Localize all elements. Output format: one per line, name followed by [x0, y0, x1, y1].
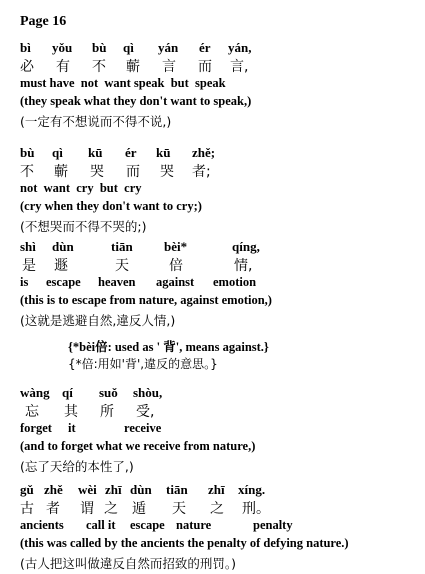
- gloss-line: [0, 518, 425, 536]
- hanzi-char: 天: [115, 258, 129, 274]
- footnote-chinese-text: {*倍:用如'背',違反的意思。}: [68, 357, 218, 371]
- english-text: (this is to escape from nature, against emotion,): [20, 293, 272, 307]
- gloss-line: [0, 275, 425, 293]
- footnote-english-text: {*bèi倍: used as ' 背', means against.}: [68, 340, 269, 354]
- hanzi-char: 天: [172, 501, 186, 517]
- hanzi-char: 忘: [25, 404, 39, 420]
- hanzi-line: [0, 58, 425, 76]
- pinyin-word: wàng: [20, 385, 50, 400]
- hanzi-char: 情,: [234, 258, 253, 274]
- hanzi-char: 不: [92, 59, 106, 75]
- hanzi-char: 是: [22, 258, 36, 274]
- chinese-text: (古人把这叫做違反自然而招致的刑罚。): [20, 556, 237, 571]
- english-translation: [0, 536, 425, 554]
- hanzi-char: 者;: [192, 164, 211, 180]
- footnote-chinese: [0, 355, 425, 373]
- hanzi-char: 遯: [54, 258, 68, 274]
- pinyin-word: yán: [158, 40, 179, 55]
- hanzi-char: 蘄: [126, 59, 140, 75]
- gloss-word: escape: [46, 275, 81, 289]
- pinyin-line: [0, 40, 425, 58]
- pinyin-word: suǒ: [99, 385, 118, 400]
- hanzi-char: 谓: [80, 501, 94, 517]
- hanzi-char: 之: [104, 501, 118, 517]
- verse-5: [0, 482, 425, 572]
- english-text: (and to forget what we receive from nature,): [20, 439, 256, 453]
- pinyin-word: yán,: [228, 40, 252, 55]
- hanzi-char: 哭: [160, 164, 174, 180]
- pinyin-word: xíng.: [238, 482, 266, 497]
- hanzi-char: 古: [20, 501, 34, 517]
- pinyin-word: ér: [125, 145, 137, 160]
- chinese-text: (忘了天给的本性了,): [20, 459, 134, 474]
- chinese-text: (不想哭而不得不哭的;): [20, 219, 147, 234]
- pinyin-word: zhě;: [192, 145, 216, 160]
- english-translation: [0, 439, 425, 457]
- gloss-word: heaven: [98, 275, 136, 289]
- footnote-english: [0, 337, 425, 355]
- pinyin-word: bù: [20, 145, 35, 160]
- gloss-word: penalty: [253, 518, 293, 532]
- pinyin-word: ér: [199, 40, 211, 55]
- hanzi-line: [0, 403, 425, 421]
- english-translation: [0, 293, 425, 311]
- english-text: (cry when they don't want to cry;): [20, 199, 202, 213]
- pinyin-word: zhī: [105, 482, 122, 497]
- hanzi-char: 有: [56, 59, 70, 75]
- pinyin-word: shòu,: [133, 385, 163, 400]
- gloss-word: ancients: [20, 518, 64, 532]
- hanzi-char: 刑。: [242, 501, 270, 517]
- hanzi-char: 而: [198, 59, 212, 75]
- english-translation: [0, 199, 425, 217]
- hanzi-char: 者: [46, 501, 60, 517]
- pinyin-word: bèi*: [164, 239, 188, 254]
- hanzi-char: 而: [126, 164, 140, 180]
- gloss-line: [0, 421, 425, 439]
- verse-2: [0, 145, 425, 235]
- chinese-text: (这就是逃避自然,違反人情,): [20, 313, 176, 328]
- gloss-word: it: [68, 421, 76, 435]
- pinyin-word: kū: [156, 145, 171, 160]
- chinese-translation: [0, 311, 425, 329]
- gloss-word: call it: [86, 518, 116, 532]
- chinese-translation: [0, 217, 425, 235]
- pinyin-word: bì: [20, 40, 31, 55]
- pinyin-word: dùn: [130, 482, 152, 497]
- hanzi-char: 哭: [90, 164, 104, 180]
- hanzi-char: 言,: [230, 59, 249, 75]
- pinyin-word: tiān: [111, 239, 133, 254]
- english-text: (this was called by the ancients the penalty of defying nature.): [20, 536, 349, 550]
- pinyin-word: qì: [123, 40, 134, 55]
- hanzi-line: [0, 163, 425, 181]
- hanzi-char: 之: [210, 501, 224, 517]
- gloss-line: [0, 181, 425, 199]
- pinyin-word: qì: [52, 145, 63, 160]
- hanzi-line: [0, 257, 425, 275]
- pinyin-word: shì: [20, 239, 36, 254]
- page-number: Page 16: [20, 14, 67, 29]
- hanzi-line: [0, 500, 425, 518]
- gloss-word: emotion: [213, 275, 257, 289]
- verse-4: [0, 385, 425, 475]
- gloss-text: must have not want speak but speak: [20, 76, 226, 90]
- gloss-line: [0, 76, 425, 94]
- pinyin-word: zhě: [44, 482, 63, 497]
- hanzi-char: 遁: [132, 501, 146, 517]
- chinese-translation: [0, 112, 425, 130]
- gloss-text: not want cry but cry: [20, 181, 142, 195]
- pinyin-word: qíng,: [232, 239, 260, 254]
- pinyin-line: [0, 239, 425, 257]
- hanzi-char: 所: [100, 404, 114, 420]
- pinyin-line: [0, 145, 425, 163]
- pinyin-word: bù: [92, 40, 107, 55]
- hanzi-char: 言: [162, 59, 176, 75]
- verse-1: [0, 40, 425, 130]
- english-translation: [0, 94, 425, 112]
- footnote: [0, 337, 425, 373]
- gloss-word: receive: [124, 421, 162, 435]
- pinyin-word: zhī: [208, 482, 225, 497]
- pinyin-word: gǔ: [20, 482, 34, 497]
- gloss-word: is: [20, 275, 29, 289]
- pinyin-word: tiān: [166, 482, 188, 497]
- gloss-word: escape: [130, 518, 165, 532]
- hanzi-char: 蘄: [54, 164, 68, 180]
- pinyin-line: [0, 482, 425, 500]
- gloss-word: nature: [176, 518, 212, 532]
- hanzi-char: 受,: [136, 404, 155, 420]
- hanzi-char: 倍: [169, 258, 183, 274]
- hanzi-char: 不: [20, 164, 34, 180]
- gloss-word: against: [156, 275, 195, 289]
- chinese-text: (一定有不想说而不得不说,): [20, 114, 172, 129]
- pinyin-word: wèi: [78, 482, 97, 497]
- pinyin-word: qí: [62, 385, 73, 400]
- pinyin-word: dùn: [52, 239, 74, 254]
- chinese-translation: [0, 457, 425, 475]
- pinyin-word: yǒu: [52, 40, 73, 55]
- hanzi-char: 其: [64, 404, 78, 420]
- pinyin-line: [0, 385, 425, 403]
- gloss-word: forget: [20, 421, 52, 435]
- english-text: (they speak what they don't want to speak,): [20, 94, 252, 108]
- hanzi-char: 必: [20, 59, 34, 75]
- pinyin-word: kū: [88, 145, 103, 160]
- chinese-translation: [0, 554, 425, 572]
- verse-3: [0, 239, 425, 329]
